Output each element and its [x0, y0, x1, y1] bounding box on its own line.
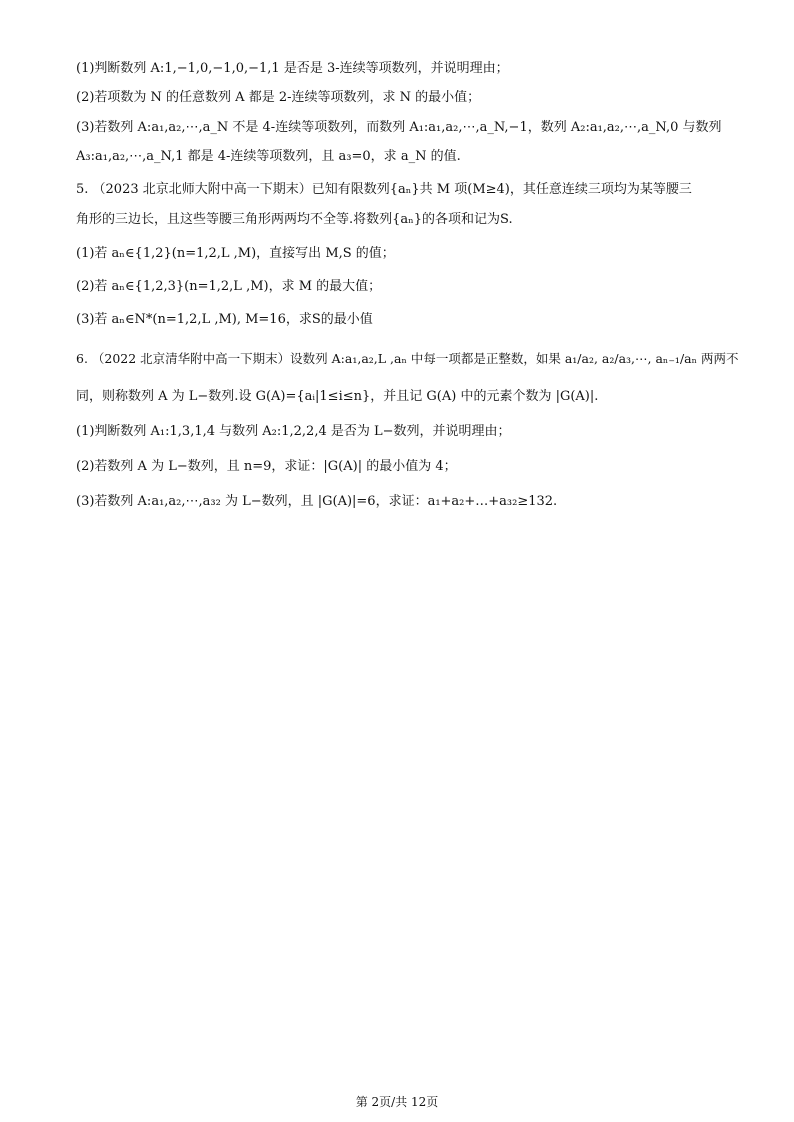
question-6-part-1: (1)判断数列 A₁:1,3,1,4 与数列 A₂:1,2,2,4 是否为 L−数列，并说明理由； [76, 424, 511, 439]
question-4-part-3: (3)若数列 A:a₁,a₂,⋯,a_N 不是 4-连续等项数列，而数列 A₁:a₁,a₂,⋯,a_N,−1，数列 A₂:a₁,a₂,⋯,a_N,0 与数列 [76, 120, 722, 135]
question-6-part-2: (2)若数列 A 为 L−数列，且 n=9，求证：|G(A)| 的最小值为 4； [76, 459, 457, 474]
question-4-part-1: (1)判断数列 A:1,−1,0,−1,0,−1,1 是否是 3-连续等项数列，并说明理由； [76, 61, 509, 76]
question-5-part-1: (1)若 aₙ∈{1,2}(n=1,2,L ,M)，直接写出 M,S 的值； [76, 246, 395, 261]
question-6-stem: 6. （2022 北京清华附中高一下期末）设数列 A:a₁,a₂,L ,aₙ 中每一项都是正整数，如果 a₁/a₂, a₂/a₃,⋯, aₙ₋₁/aₙ 两两不 [76, 351, 739, 366]
question-5-stem-continued: 角形的三边长，且这些等腰三角形两两均不全等.将数列{aₙ}的各项和记为S. [76, 212, 513, 227]
question-5-stem: 5. （2023 北京北师大附中高一下期末）已知有限数列{aₙ}共 M 项(M≥4)，其任意连续三项均为某等腰三 [76, 182, 692, 197]
question-4-part-2: (2)若项数为 N 的任意数列 A 都是 2-连续等项数列，求 N 的最小值； [76, 90, 481, 105]
question-5-part-2: (2)若 aₙ∈{1,2,3}(n=1,2,L ,M)，求 M 的最大值； [76, 279, 382, 294]
question-6-part-3: (3)若数列 A:a₁,a₂,⋯,a₃₂ 为 L−数列，且 |G(A)|=6，求证：a₁+a₂+…+a₃₂≥132. [76, 494, 558, 509]
question-5-part-3: (3)若 aₙ∈N*(n=1,2,L ,M), M=16，求S的最小值 [76, 312, 373, 327]
question-4-part-3-continued: A₃:a₁,a₂,⋯,a_N,1 都是 4-连续等项数列，且 a₃=0，求 a_N 的值. [76, 149, 461, 164]
question-6-stem-continued: 同，则称数列 A 为 L−数列.设 G(A)={aᵢ|1≤i≤n}，并且记 G(A) 中的元素个数为 |G(A)|. [76, 389, 599, 404]
page-footer: 第 2页/共 12页 [355, 1095, 439, 1109]
